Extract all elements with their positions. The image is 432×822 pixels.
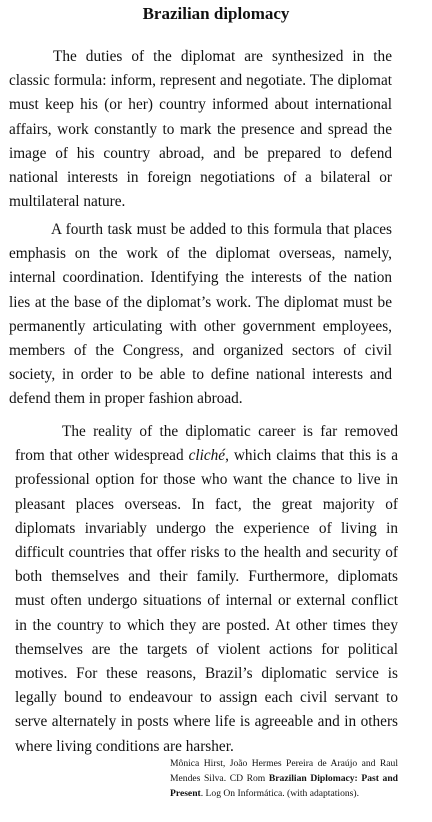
- paragraph-1: The duties of the diplomat are synthesized in the classic formula: inform, represent and negotiate. The diplomat must keep his (or her) country informed about international affairs, work constantly to mark the presence and spread the image of his country abroad, and be prepared to defend national interests in foreign negotiations of a bilateral or multilateral nature.: [9, 48, 392, 211]
- paragraph-3-text-start: The reality of the diplomatic career is far removed from that other widespread: [15, 423, 398, 465]
- source-authors: Mônica Hirst, João Hermes Pereira de Araújo and Raul Mendes Silva. CD Rom: [170, 758, 398, 785]
- source-work-title: Brazilian Diplomacy: Past and Present: [170, 773, 398, 800]
- paragraph-2: A fourth task must be added to this formula that places emphasis on the work of the diplomat overseas, namely, internal coordination. Identifying the interests of the nation lies at the base of the diplomat’s work. The diplomat must be permanently articulating with other government employees, members of the Congress, and organized sectors of civil society, in order to be able to define national interests and defend them in proper fashion abroad.: [9, 221, 392, 408]
- source-publisher: . Log On Informática. (with adaptations).: [200, 788, 359, 800]
- paragraph-3-italic-term: cliché: [188, 447, 226, 465]
- source-citation: [170, 756, 398, 802]
- page-title: Brazilian diplomacy: [142, 4, 290, 23]
- paragraph-3-text-end: , which claims that this is a professional option for those who want the chance to live in pleasant places overseas. In fact, the great majority of diplomats invariably undergo the experience of living in difficult countries that offer risks to the health and security of both themselves and their family. Furthermore, diplomats must often undergo situations of internal or external conflict in the country to which they are posted. At other times they themselves are the targets of violent actions for political motives. For these reasons, Brazil’s diplomatic service is legally bound to endeavour to assign each civil servant to serve alternately in posts where life is agreeable and in others where living conditions are harsher.: [15, 447, 398, 755]
- paragraph-3: [15, 420, 398, 759]
